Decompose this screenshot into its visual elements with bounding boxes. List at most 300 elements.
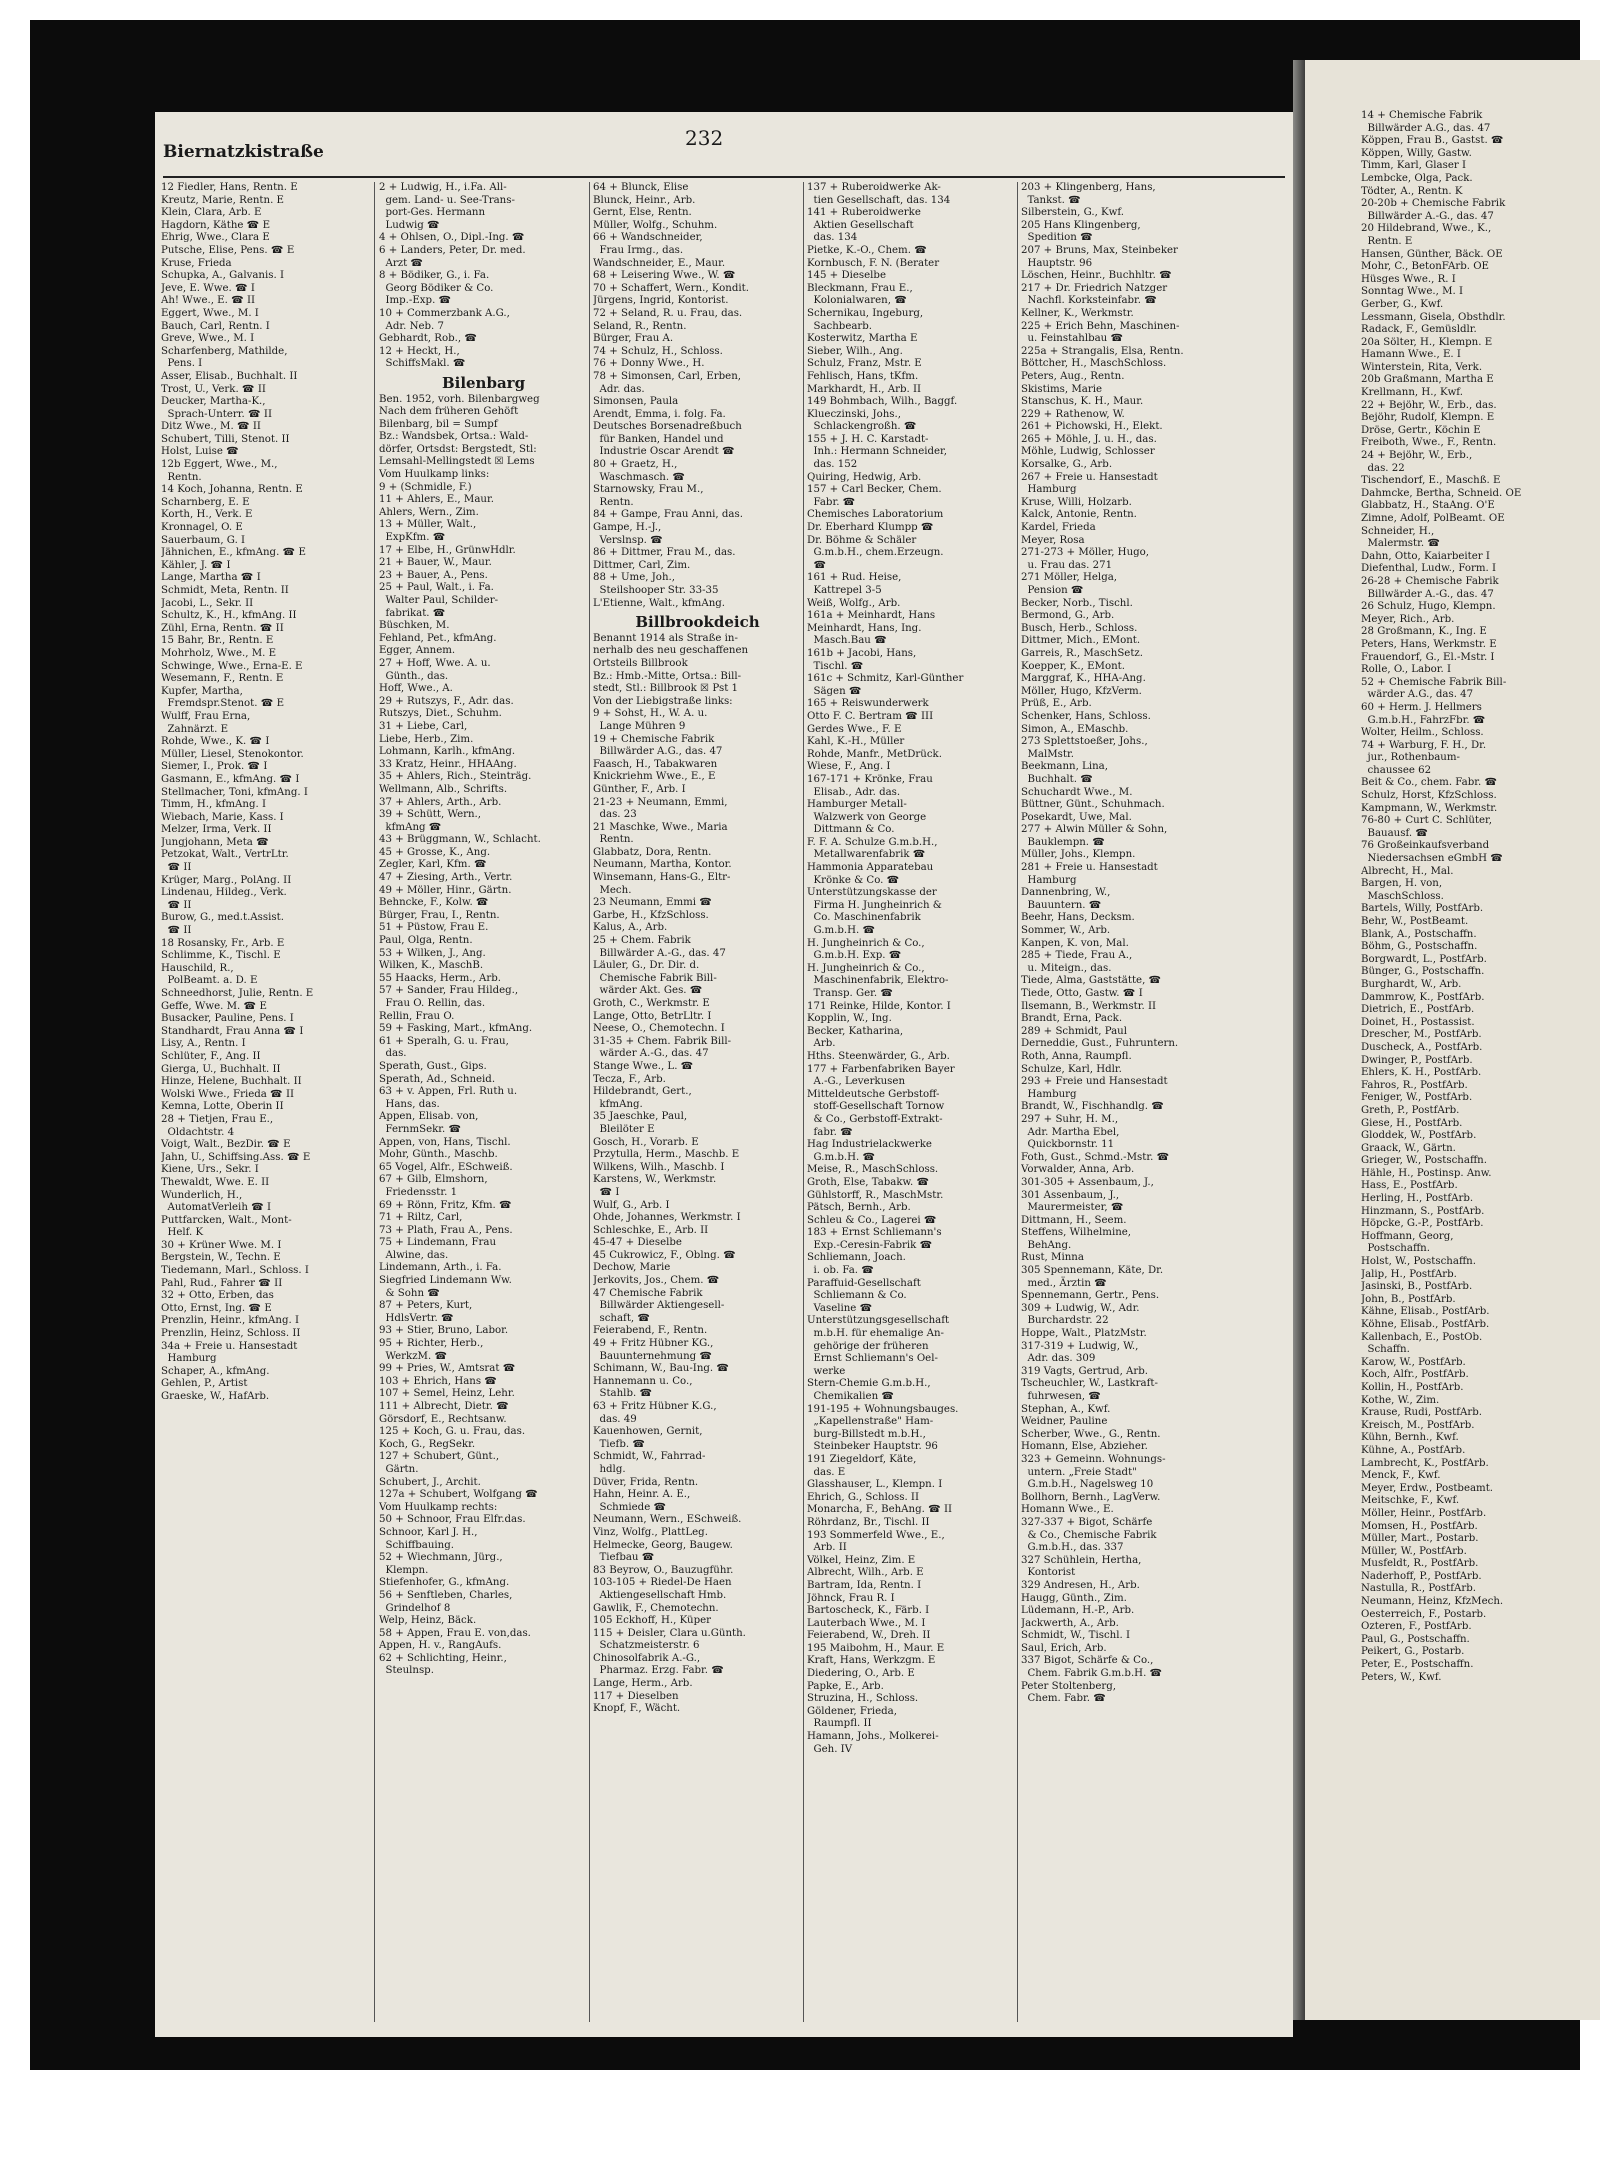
directory-entry: 20b Graßmann, Martha E [1361, 374, 1494, 386]
directory-entry: Schliemann, Joach. [807, 1252, 906, 1264]
directory-entry: Groth, Else, Tabakw. ☎ [807, 1176, 930, 1188]
directory-entry: Scharfenberg, Mathilde, [161, 345, 288, 357]
directory-entry: Meyer, Rosa [1021, 534, 1085, 546]
directory-entry: Gasmann, E., kfmAng. ☎ I [161, 773, 300, 785]
directory-entry: Jähnichen, E., kfmAng. ☎ E [161, 547, 306, 559]
book-gutter [1293, 60, 1305, 2020]
directory-entry: Lange, Martha ☎ I [161, 572, 261, 584]
directory-entry: Neumann, Martha, Kontor. [593, 859, 732, 871]
directory-entry: 35 Jaeschke, Paul, [593, 1111, 688, 1123]
directory-entry: Siemer, I., Prok. ☎ I [161, 761, 268, 773]
directory-entry: wärder A.G., das. 47 [1361, 689, 1474, 701]
directory-entry: kfmAng ☎ [379, 821, 442, 833]
directory-entry: Gosch, H., Vorarb. E [593, 1136, 699, 1148]
directory-entry: Stern-Chemie G.m.b.H., [807, 1378, 931, 1390]
directory-entry: 195 Maibohm, H., Maur. E [807, 1642, 945, 1654]
directory-entry: Bejöhr, Rudolf, Klempn. E [1361, 412, 1495, 424]
directory-entry: Tischl. ☎ [807, 660, 864, 672]
directory-entry: 68 + Leisering Wwe., W. ☎ [593, 270, 736, 282]
directory-entry: 161 + Rud. Heise, [807, 572, 902, 584]
directory-entry: Jöhnck, Frau R. I [807, 1592, 895, 1604]
directory-entry: Appen, H. v., RangAufs. [379, 1640, 502, 1652]
directory-entry: Peter Stoltenberg, [1021, 1680, 1116, 1692]
directory-entry: Papke, E., Arb. [807, 1680, 884, 1692]
directory-entry: Peikert, G., Postarb. [1361, 1646, 1465, 1658]
directory-entry: Hths. Steenwärder, G., Arb. [807, 1050, 950, 1062]
directory-entry: Nastulla, R., PostfArb. [1361, 1583, 1476, 1595]
directory-entry: untern. „Freie Stadt" [1021, 1466, 1137, 1478]
directory-entry: Göldener, Frieda, [807, 1705, 897, 1717]
directory-entry: 43 + Brüggmann, W., Schlacht. [379, 834, 541, 846]
directory-entry: Steulnsp. [379, 1665, 434, 1677]
directory-entry: Georg Bödiker & Co. [379, 282, 494, 294]
directory-entry: Appen, Elisab. von, [379, 1111, 479, 1123]
directory-entry: ExpKfm. ☎ [379, 532, 446, 544]
directory-entry: Silberstein, G., Kwf. [1021, 207, 1125, 219]
directory-entry: Jürgens, Ingrid, Kontorist. [593, 295, 729, 307]
directory-entry: 99 + Pries, W., Amtsrat ☎ [379, 1363, 516, 1375]
directory-entry: Sperath, Gust., Gips. [379, 1060, 487, 1072]
directory-entry: Dwinger, P., PostfArb. [1361, 1054, 1473, 1066]
directory-entry: Ludwig ☎ [379, 219, 440, 231]
directory-entry: Becker, Norb., Tischl. [1021, 597, 1133, 609]
directory-entry: das. E [807, 1466, 846, 1478]
directory-entry: Billwärder A.-G., das. 47 [1361, 210, 1494, 222]
directory-entry: Blunck, Heinr., Arb. [593, 194, 696, 206]
directory-entry: Kallenbach, E., PostOb. [1361, 1331, 1483, 1343]
directory-entry: Schupka, A., Galvanis. I [161, 270, 284, 282]
directory-entry: Jacobi, L., Sekr. II [161, 597, 254, 609]
directory-entry: Kornbusch, F. N. (Berater [807, 257, 940, 269]
directory-entry: Dittmer, Carl, Zim. [593, 559, 691, 571]
directory-entry: Liebe, Herb., Zim. [379, 733, 474, 745]
directory-entry: Feierabend, F., Rentn. [593, 1325, 708, 1337]
directory-entry: Billwärder Aktiengesell- [593, 1300, 725, 1312]
directory-entry: 261 + Pichowski, H., Elekt. [1021, 421, 1163, 433]
directory-entry: Kanpen, K. von, Mal. [1021, 937, 1129, 949]
directory-entry: Otto F. C. Bertram ☎ III [807, 710, 934, 722]
directory-entry: Bleckmann, Frau E., [807, 282, 913, 294]
directory-entry: Tscheuchler, W., Lastkraft- [1021, 1378, 1158, 1390]
directory-entry: Hauschild, R., [161, 962, 234, 974]
page-number: 232 [685, 126, 724, 150]
directory-entry: Kühne, A., PostfArb. [1361, 1444, 1466, 1456]
directory-entry: Müller, Wolfg., Schuhm. [593, 219, 718, 231]
directory-entry: Dietrich, E., PostfArb. [1361, 1004, 1475, 1016]
directory-entry: 8 + Bödiker, G., i. Fa. [379, 270, 490, 282]
directory-entry: werke [807, 1365, 846, 1377]
directory-entry: 37 + Ahlers, Arth., Arb. [379, 796, 502, 808]
directory-entry: Klueczinski, Johs., [807, 408, 901, 420]
directory-entry: Tiede, Otto, Gastw. ☎ I [1021, 988, 1143, 999]
directory-entry: Hähle, H., Postinsp. Anw. [1361, 1167, 1492, 1179]
directory-entry: Burchardstr. 22 [1021, 1315, 1109, 1327]
directory-entry: schaft, ☎ [593, 1312, 651, 1324]
directory-entry: Ozteren, F., PostfArb. [1361, 1621, 1472, 1633]
directory-entry: Frau O. Rellin, das. [379, 998, 486, 1009]
directory-entry: Benannt 1914 als Straße in- [593, 632, 738, 644]
directory-entry: 317-319 + Ludwig, W., [1021, 1340, 1139, 1352]
directory-entry: Welp, Heinz, Bäck. [379, 1615, 477, 1627]
directory-entry: Roth, Anna, Raumpfl. [1021, 1050, 1132, 1062]
directory-entry: Wiese, F., Ang. I [807, 761, 891, 773]
directory-entry: Paul, Olga, Rentn. [379, 935, 473, 947]
directory-entry: 177 + Farbenfabriken Bayer [807, 1063, 955, 1075]
directory-entry: Derneddie, Gust., Fuhruntern. [1021, 1038, 1179, 1050]
directory-entry: Meyer, Erdw., Postbeamt. [1361, 1482, 1494, 1494]
directory-entry: Jackwerth, A., Arb. [1021, 1617, 1119, 1629]
directory-entry: Beekmann, Lina, [1021, 761, 1108, 773]
directory-entry: 301 Assenbaum, J., [1021, 1189, 1120, 1201]
directory-entry: Dittmann, H., Seem. [1021, 1214, 1127, 1226]
directory-entry: 20 Hildebrand, Wwe., K., [1361, 223, 1492, 235]
directory-entry: Wellmann, Alb., Schrifts. [379, 783, 508, 795]
directory-entry: 86 + Dittmer, Frau M., das. [593, 547, 736, 559]
directory-entry: Korth, H., Verk. E [161, 509, 253, 521]
directory-entry: Gampe, H.-J., [593, 522, 662, 534]
directory-entry: u. Feinstahlbau ☎ [1021, 333, 1124, 345]
directory-entry: i. ob. Fa. ☎ [807, 1265, 874, 1277]
directory-entry: Gerber, G., Kwf. [1361, 298, 1444, 310]
directory-entry: ☎ II [161, 925, 192, 937]
directory-entry: Pension ☎ [1021, 585, 1084, 596]
directory-entry: für Banken, Handel und [593, 433, 724, 445]
directory-entry: Kontorist [1021, 1567, 1076, 1579]
column-divider [374, 182, 375, 2022]
directory-entry: Steffens, Wilhelmine, [1021, 1227, 1132, 1239]
directory-entry: Hagdorn, Käthe ☎ E [161, 219, 271, 231]
directory-entry: Rutszys, Diet., Schuhm. [379, 708, 502, 720]
directory-entry: Behncke, F., Kolw. ☎ [379, 897, 489, 909]
directory-entry: hdlg. [593, 1463, 626, 1475]
directory-entry: Nachfl. Korksteinfabr. ☎ [1021, 295, 1157, 307]
directory-entry: 50 + Schnoor, Frau Elfr.das. [379, 1514, 526, 1526]
directory-entry: Radack, F., Gemüsldlr. [1361, 324, 1477, 336]
directory-entry: Fehlisch, Hans, tKfm. [807, 370, 919, 382]
directory-entry: Ernst Schliemann's Oel- [807, 1353, 938, 1365]
directory-entry: HdlsVertr. ☎ [379, 1312, 454, 1324]
directory-entry: Kähne, Elisab., PostfArb. [1361, 1306, 1490, 1318]
directory-entry: Voigt, Walt., BezDir. ☎ E [161, 1139, 291, 1151]
directory-entry: Hinzmann, S., PostfArb. [1361, 1205, 1485, 1217]
directory-entry: Posekardt, Uwe, Mal. [1021, 811, 1132, 823]
directory-entry: Deucker, Martha-K., [161, 396, 266, 408]
directory-entry: Meitschke, F., Kwf. [1361, 1495, 1460, 1507]
directory-entry: Kosterwitz, Martha E [807, 333, 918, 345]
directory-entry: 309 + Ludwig, W., Adr. [1021, 1302, 1140, 1314]
directory-entry: Aktiengesellschaft Hmb. [593, 1589, 727, 1601]
directory-entry: Paraffuid-Gesellschaft [807, 1277, 921, 1289]
directory-entry: Weiß, Wolfg., Arb. [807, 597, 901, 609]
directory-entry: Schleu & Co., Lagerei ☎ [807, 1214, 937, 1226]
directory-entry: Adr. Neb. 7 [379, 320, 445, 332]
directory-entry: Tiedemann, Marl., Schloss. I [161, 1265, 309, 1277]
header-rule [163, 176, 1285, 178]
directory-entry: Kühn, Bernh., Kwf. [1361, 1432, 1459, 1444]
directory-entry: 4 + Ohlsen, O., Dipl.-Ing. ☎ [379, 232, 525, 244]
directory-entry: Albrecht, H., Mal. [1361, 865, 1454, 877]
directory-entry: Büschken, M. [379, 620, 450, 632]
directory-entry: 64 + Blunck, Elise [593, 182, 689, 193]
directory-entry: 14 Koch, Johanna, Rentn. E [161, 484, 303, 496]
directory-entry: Jahn, U., Schiffsing.Ass. ☎ E [161, 1151, 311, 1163]
directory-entry: 62 + Schlichting, Heinr., [379, 1652, 507, 1664]
directory-entry: 285 + Tiede, Frau A., [1021, 950, 1133, 962]
directory-entry: 161b + Jacobi, Hans, [807, 647, 917, 659]
directory-entry: Bauklempn. ☎ [1021, 836, 1105, 848]
directory-entry: Gärtn. [379, 1463, 419, 1475]
directory-entry: Behr, W., PostBeamt. [1361, 916, 1469, 927]
directory-entry: Kollin, H., PostfArb. [1361, 1381, 1464, 1393]
directory-entry: Beehr, Hans, Decksm. [1021, 912, 1135, 924]
directory-entry: Ortsteils Billbrook [593, 657, 688, 669]
directory-entry: Rolle, O., Labor. I [1361, 664, 1452, 676]
directory-entry: Feierabend, W., Dreh. II [807, 1630, 931, 1642]
directory-entry: das. 49 [593, 1413, 637, 1425]
directory-entry: Rohde, Wwe., K. ☎ I [161, 736, 270, 748]
directory-entry: Blank, A., Postschaffn. [1361, 928, 1477, 940]
directory-entry: 103 + Ehrich, Hans ☎ [379, 1375, 498, 1387]
directory-entry: Ilsemann, B., Werkmstr. II [1021, 1000, 1157, 1012]
directory-entry: burg-Billstedt m.b.H., [807, 1428, 926, 1440]
directory-entry: Dröse, Gertr., Köchin E [1361, 424, 1481, 436]
directory-entry: Kraft, Hans, Werkzgm. E [807, 1655, 936, 1667]
directory-entry: Bz.: Hmb.-Mitte, Ortsa.: Bill- [593, 670, 742, 682]
directory-entry: SchiffsMakl. ☎ [379, 358, 466, 370]
directory-entry: 13 + Müller, Walt., [379, 519, 477, 531]
directory-entry: Müller, Mart., Postarb. [1361, 1533, 1479, 1545]
directory-entry: Pens. I [161, 358, 203, 370]
directory-entry: Giese, H., PostfArb. [1361, 1117, 1463, 1129]
directory-entry: 125 + Koch, G. u. Frau, das. [379, 1426, 526, 1438]
directory-entry: Schnoor, Karl J. H., [379, 1526, 478, 1538]
directory-entry: ☎ II [161, 899, 192, 911]
directory-entry: Putsche, Elise, Pens. ☎ E [161, 244, 295, 256]
directory-entry: 117 + Dieselben [593, 1690, 679, 1702]
directory-entry: Wolter, Heilm., Schloss. [1361, 727, 1484, 739]
directory-entry: Starnowsky, Frau M., [593, 484, 704, 496]
directory-entry: Schwinge, Wwe., Erna-E. E [161, 660, 303, 672]
directory-entry: Krellmann, H., Kwf. [1361, 387, 1463, 399]
directory-entry: Zühl, Erna, Rentn. ☎ II [161, 622, 284, 634]
directory-entry: Köhne, Elisab., PostfArb. [1361, 1319, 1490, 1330]
directory-entry: Prenzlin, Heinr., kfmAng. I [161, 1315, 299, 1327]
directory-entry: Bauausf. ☎ [1361, 827, 1429, 839]
directory-entry: Rohde, Manfr., MetDrück. [807, 748, 942, 760]
directory-entry: Sieber, Wilh., Ang. [807, 345, 903, 357]
directory-entry: Müller, W., PostfArb. [1361, 1545, 1467, 1557]
directory-entry: Stahlb. ☎ [593, 1388, 653, 1400]
directory-entry: 63 + v. Appen, Frl. Ruth u. [379, 1086, 518, 1098]
directory-entry: Unterstützungsgesellschaft [807, 1315, 950, 1327]
directory-entry: G.m.b.H., chem.Erzeugn. [807, 547, 944, 559]
directory-entry: Adr. das. 309 [1021, 1353, 1096, 1365]
directory-entry: Lessmann, Gisela, Obsthdlr. [1361, 311, 1506, 323]
directory-entry: Zimne, Adolf, PolBeamt. OE [1361, 513, 1505, 524]
directory-entry: Weidner, Pauline [1021, 1416, 1108, 1428]
directory-entry: 171 Reinke, Hilde, Kontor. I [807, 1000, 951, 1012]
directory-entry: Lemsahl-Mellingstedt ☒ Lems [379, 456, 535, 468]
directory-entry: Saul, Erich, Arb. [1021, 1642, 1107, 1654]
directory-entry: 30 + Krüner Wwe. M. I [161, 1239, 282, 1251]
directory-entry: Hahn, Heinr. A. E., [593, 1489, 691, 1501]
directory-entry: 88 + Ume, Joh., [593, 572, 675, 584]
directory-entry: 14 + Chemische Fabrik [1361, 110, 1483, 121]
directory-entry: Klein, Clara, Arb. E [161, 207, 262, 219]
directory-entry: Koch, G., RegSekr. [379, 1438, 476, 1450]
directory-entry: Albrecht, Wilh., Arb. E [807, 1567, 924, 1579]
directory-entry: Lüdemann, H.-P., Arb. [1021, 1605, 1135, 1617]
directory-entry: gehörige der früheren [807, 1340, 929, 1352]
directory-entry: 31-35 + Chem. Fabrik Bill- [593, 1035, 732, 1047]
directory-entry: Otto, Ernst, Ing. ☎ E [161, 1302, 272, 1314]
directory-entry: 95 + Richter, Herb., [379, 1338, 484, 1350]
directory-entry: G.m.b.H. ☎ [807, 925, 876, 937]
directory-entry: 49 + Fritz Hübner KG., [593, 1338, 714, 1350]
directory-entry: Jalip, H., PostfArb. [1361, 1268, 1457, 1280]
directory-entry: 70 + Schaffert, Wern., Kondit. [593, 282, 749, 294]
directory-entry: Freiboth, Wwe., F., Rentn. [1361, 437, 1497, 449]
directory-entry: Kalck, Antonie, Rentn. [1021, 509, 1137, 521]
directory-entry: Ben. 1952, vorh. Bilenbargweg [379, 393, 540, 405]
directory-entry: Neese, O., Chemotechn. I [593, 1023, 725, 1035]
directory-entry: Neumann, Heinz, KfzMech. [1361, 1596, 1504, 1608]
directory-entry: Hoff, Wwe., A. [379, 683, 453, 695]
directory-entry: Pietke, K.-O., Chem. ☎ [807, 244, 927, 256]
directory-entry: Böhm, G., Postschaffn. [1361, 941, 1478, 953]
directory-entry: Billwärder A.G., das. 47 [593, 746, 723, 758]
directory-entry: Holst, W., Postschaffn. [1361, 1256, 1476, 1268]
directory-entry: Kellner, K., Werkmstr. [1021, 307, 1134, 319]
directory-entry: Petzokat, Walt., VertrLtr. [161, 849, 289, 861]
directory-entry: Stanschus, K. H., Maur. [1021, 396, 1144, 408]
directory-entry: 18 Rosansky, Fr., Arb. E [161, 937, 285, 949]
directory-entry: Sonntag Wwe., M. I [1361, 286, 1464, 298]
directory-entry: 155 + J. H. C. Karstadt- [807, 433, 929, 445]
directory-entry: 167-171 + Krönke, Frau [807, 773, 933, 785]
directory-entry: Schernikau, Ingeburg, [807, 307, 924, 319]
directory-entry: Nach dem früheren Gehöft [379, 406, 519, 418]
directory-entry: Deutsches Borsenadreßbuch [593, 421, 742, 433]
directory-entry: Mohrholz, Wwe., M. E [161, 647, 277, 659]
directory-entry: Homann, Else, Abzieher. [1021, 1441, 1148, 1453]
directory-entry: Schultz, K., H., kfmAng. II [161, 610, 297, 622]
directory-entry: Timm, H., kfmAng. I [161, 799, 266, 811]
directory-entry: Walter Paul, Schilder- [379, 595, 499, 606]
directory-entry: das. [379, 1048, 407, 1060]
directory-entry: 271-273 + Möller, Hugo, [1021, 547, 1150, 559]
directory-entry: Rellin, Frau O. [379, 1010, 455, 1022]
directory-entry: Melzer, Irma, Verk. II [161, 824, 272, 836]
directory-entry: ☎ [807, 559, 827, 571]
directory-entry: Bleilöter E [593, 1123, 655, 1135]
directory-entry: Gehlen, P., Artist [161, 1378, 248, 1390]
directory-entry: Dr. Eberhard Klumpp ☎ [807, 522, 934, 534]
street-heading: Bilenbarg [441, 373, 526, 392]
directory-entry: 61 + Speralh, G. u. Frau, [379, 1035, 509, 1047]
directory-entry: Vom Huulkamp links: [379, 469, 490, 481]
directory-entry: Dannenbring, W., [1021, 887, 1111, 899]
directory-entry: Düver, Frida, Rentn. [593, 1476, 699, 1488]
directory-entry: Krause, Rudi, PostfArb. [1361, 1407, 1482, 1419]
directory-entry: Borgwardt, L., PostfArb. [1361, 953, 1487, 965]
directory-entry: Hauptstr. 96 [1021, 257, 1093, 269]
directory-entry: 305 Spennemann, Käte, Dr. [1021, 1265, 1164, 1277]
directory-entry: Brandt, Erna, Pack. [1021, 1013, 1123, 1025]
directory-entry: Tecza, F., Arb. [593, 1073, 666, 1085]
directory-entry: Ohde, Johannes, Werkmstr. I [593, 1212, 741, 1224]
directory-entry: Koch, Alfr., PostfArb. [1361, 1369, 1469, 1381]
directory-entry: 191 Ziegeldorf, Käte, [807, 1453, 917, 1465]
directory-entry: m.b.H. für ehemalige An- [807, 1328, 944, 1340]
directory-entry: 141 + Ruberoidwerke [807, 207, 921, 219]
directory-entry: 60 + Herm. J. Hellmers [1361, 701, 1482, 713]
directory-entry: Puttfarcken, Walt., Mont- [161, 1214, 292, 1226]
directory-entry: Dammrow, K., PostfArb. [1361, 991, 1485, 1003]
directory-entry: Quiring, Hedwig, Arb. [807, 471, 922, 483]
directory-entry: AutomatVerleih ☎ I [161, 1202, 272, 1214]
directory-entry: Grieger, W., Postschaffn. [1361, 1155, 1487, 1167]
directory-entry: Bünger, G., Postschaffn. [1361, 966, 1485, 978]
directory-entry: Kattrepel 3-5 [807, 585, 882, 596]
directory-entry: Ditz Wwe., M. ☎ II [161, 421, 261, 433]
directory-entry: Tiede, Alma, Gaststätte, ☎ [1021, 975, 1162, 987]
directory-entry: Chemische Fabrik Bill- [593, 972, 717, 984]
directory-entry: 205 Hans Klingenberg, [1021, 219, 1141, 231]
directory-entry: 193 Sommerfeld Wwe., E., [807, 1529, 945, 1541]
directory-entry: 58 + Appen, Frau E. von,das. [379, 1627, 531, 1639]
directory-entry: Groth, C., Werkmstr. E [593, 998, 710, 1009]
directory-entry: Busch, Herb., Schloss. [1021, 622, 1138, 634]
directory-entry: 24 + Bejöhr, W., Erb., [1361, 450, 1473, 462]
directory-entry: Peters, W., Kwf. [1361, 1671, 1442, 1683]
directory-entry: Chemisches Laboratorium [807, 509, 944, 521]
directory-entry: Spennemann, Gertr., Pens. [1021, 1290, 1160, 1302]
directory-entry: Möller, Hugo, KfzVerm. [1021, 685, 1142, 697]
directory-entry: Dittmer, Mich., EMont. [1021, 635, 1141, 647]
directory-entry: Appen, von, Hans, Tischl. [379, 1136, 511, 1148]
directory-entry: Helf. K [161, 1227, 204, 1239]
directory-entry: Frau Irmg., das. [593, 244, 684, 256]
directory-entry: 127 + Schubert, Günt., [379, 1451, 500, 1463]
directory-entry: Hamann Wwe., E. I [1361, 349, 1461, 361]
directory-entry: Rentn. E [1361, 235, 1413, 247]
directory-entry: Timm, Karl, Glaser I [1361, 160, 1466, 172]
directory-entry: Schulze, Karl, Hdlr. [1021, 1063, 1122, 1075]
directory-entry: Garreis, R., MaschSetz. [1021, 647, 1144, 659]
directory-entry: Billwärder A.G., das. 47 [1361, 122, 1491, 134]
directory-entry: Mitteldeutsche Gerbstoff- [807, 1088, 940, 1100]
directory-entry: 23 Neumann, Emmi ☎ [593, 897, 712, 909]
directory-entry: Karow, W., PostfArb. [1361, 1356, 1466, 1368]
directory-entry: 301-305 + Assenbaum, J., [1021, 1176, 1154, 1188]
directory-entry: Schlackengroßh. ☎ [807, 421, 917, 433]
directory-entry: 23 + Bauer, A., Pens. [379, 569, 488, 581]
directory-entry: Kopplin, W., Ing. [807, 1013, 892, 1025]
directory-entry: 293 + Freie und Hansestadt [1021, 1076, 1168, 1088]
directory-entry: Bartram, Ida, Rentn. I [807, 1579, 922, 1591]
directory-entry: Wandschneider, E., Maur. [593, 257, 726, 269]
directory-entry: Graack, W., Gärtn. [1361, 1142, 1456, 1154]
directory-entry: 12b Eggert, Wwe., M., [161, 459, 278, 471]
directory-entry: Jerkovits, Jos., Chem. ☎ [593, 1275, 720, 1287]
directory-entry: Tiefb. ☎ [593, 1438, 646, 1450]
column-6 [1361, 110, 1597, 1684]
directory-entry: & Co., Chemische Fabrik [1021, 1529, 1157, 1541]
directory-entry: Möhle, Ludwig, Schlosser [1021, 446, 1155, 458]
directory-entry: 55 Haacks, Herm., Arb. [379, 972, 501, 984]
directory-entry: Prenzlin, Heinz, Schloss. II [161, 1328, 301, 1340]
